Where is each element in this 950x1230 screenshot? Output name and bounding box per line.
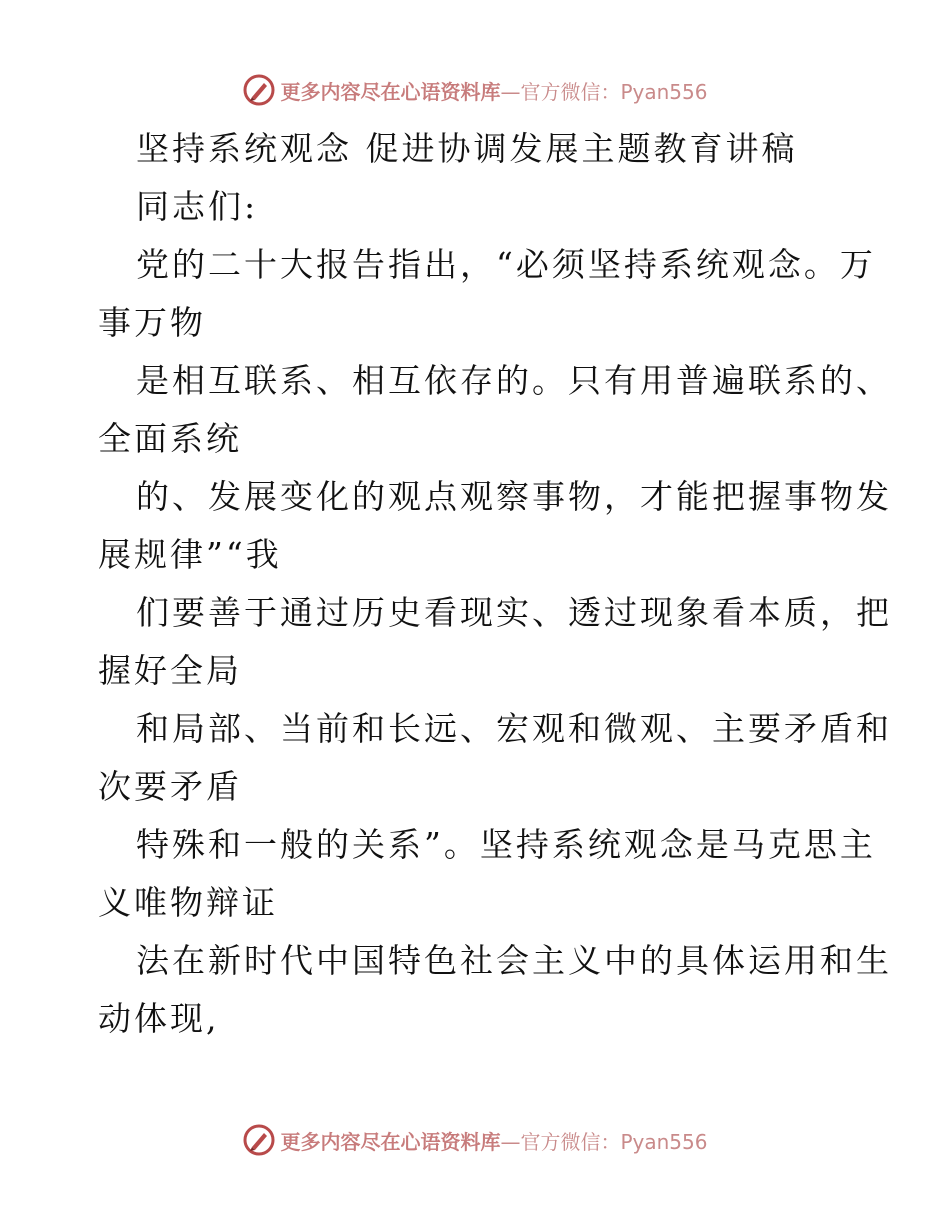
header-banner <box>0 70 950 110</box>
header-brand-text: 更多内容尽在心语资料库 <box>280 79 501 104</box>
paragraph-line: 法在新时代中国特色社会主义中的具体运用和生 <box>136 941 892 980</box>
header-suffix-text: 官方微信：Pyan556 <box>520 79 708 104</box>
paragraph <box>98 236 892 1048</box>
paragraph-line: 是相互联系、相互依存的。只有用普遍联系的、 <box>136 361 892 400</box>
paragraph-line: 特殊和一般的关系”。坚持系统观念是马克思主 <box>136 825 876 864</box>
header-banner-text <box>280 76 707 105</box>
header-separator: — <box>500 79 521 104</box>
paragraph-line: 们要善于通过历史看现实、透过现象看本质，把 <box>136 593 892 632</box>
document-body <box>98 120 892 1048</box>
document-title: 坚持系统观念 促进协调发展主题教育讲稿 <box>136 129 798 168</box>
paragraph-line: 动体现, <box>98 999 220 1038</box>
footer-separator: — <box>500 1129 521 1154</box>
footer-banner <box>0 1120 950 1160</box>
pen-logo-icon <box>242 1123 276 1157</box>
paragraph-line: 事万物 <box>98 303 206 342</box>
paragraph-line: 义唯物辩证 <box>98 883 278 922</box>
paragraph-line: 握好全局 <box>98 651 242 690</box>
paragraph-line: 的、发展变化的观点观察事物，才能把握事物发 <box>136 477 892 516</box>
footer-suffix-text: 官方微信：Pyan556 <box>520 1129 708 1154</box>
paragraph-line: 全面系统 <box>98 419 242 458</box>
paragraph-line: 党的二十大报告指出，“必须坚持系统观念。万 <box>136 245 876 284</box>
footer-brand-text: 更多内容尽在心语资料库 <box>280 1129 501 1154</box>
pen-logo-icon <box>242 73 276 107</box>
greeting: 同志们: <box>136 187 259 226</box>
paragraph-line: 次要矛盾 <box>98 767 242 806</box>
paragraph-line: 展规律”“我 <box>98 535 282 574</box>
paragraph-line: 和局部、当前和长远、宏观和微观、主要矛盾和 <box>136 709 892 748</box>
footer-banner-text <box>280 1126 707 1155</box>
